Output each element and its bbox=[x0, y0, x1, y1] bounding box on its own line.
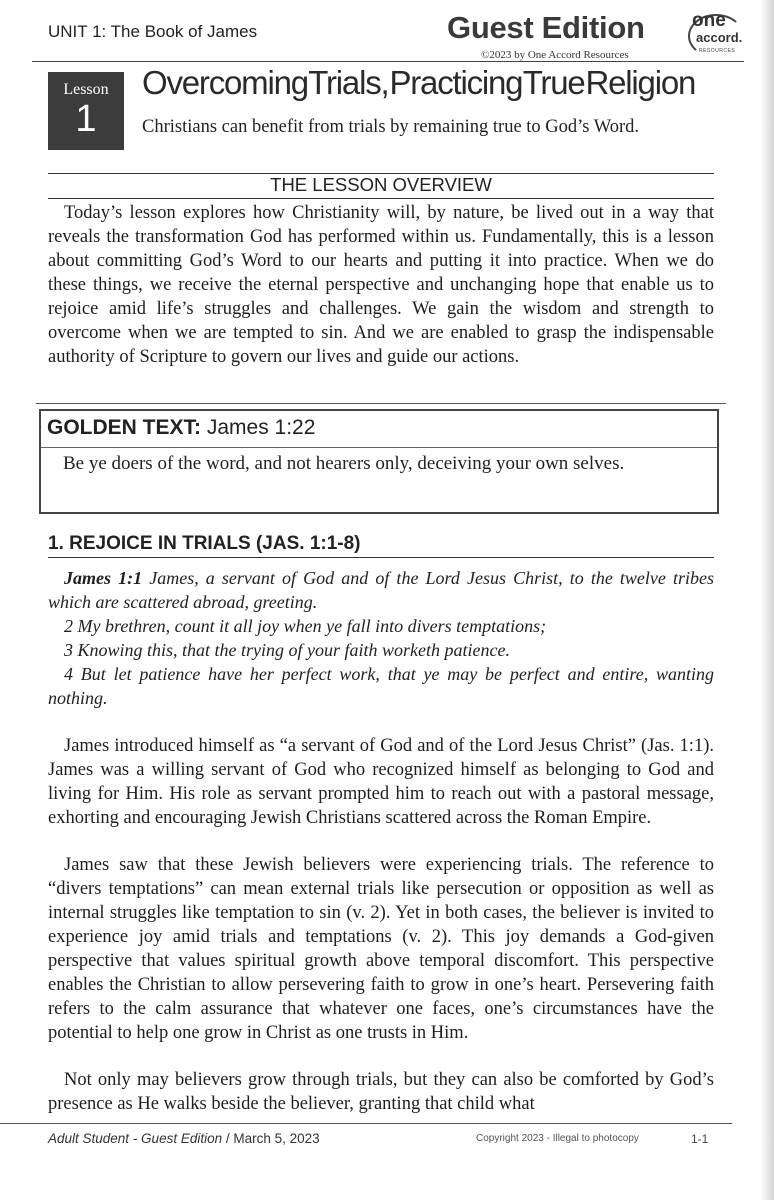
body-paragraph-1: James introduced himself as “a servant of God and of the Lord Jesus Christ” (Jas. 1:1). James was a willing servant of God who recognized himself as belonging to God and living for Him. His role as servant prompted him to reach out with a pastoral message, exhorting and encouraging Jewish Christians scattered across the Roman Empire. bbox=[48, 736, 714, 828]
logo-word-one: one bbox=[692, 10, 726, 31]
page-edge-shadow bbox=[760, 0, 774, 1200]
scripture-verse-3: 3 Knowing this, that the trying of your faith worketh patience. bbox=[64, 640, 510, 660]
scripture-verse-2: 2 My brethren, count it all joy when ye fall into divers temptations; bbox=[64, 616, 547, 636]
footer-rule bbox=[0, 1123, 732, 1124]
lesson-number: 1 bbox=[75, 98, 97, 140]
footer-date: / March 5, 2023 bbox=[225, 1131, 320, 1146]
body-paragraph-3: Not only may believers grow through trials, but they can also be comforted by God’s presence as He walks beside the believer, granting that child what bbox=[48, 1070, 714, 1114]
scripture-verse-4: 4 But let patience have her perfect work, that ye may be perfect and entire, wanting nothing. bbox=[48, 664, 714, 708]
section-heading: 1. REJOICE IN TRIALS (JAS. 1:1-8) bbox=[48, 533, 361, 554]
footer-edition: Adult Student - Guest Edition bbox=[48, 1131, 223, 1146]
overview-text: Today’s lesson explores how Christianity will, by nature, be lived out in a way that reveals the transformation God has performed within us. Fundamentally, this is a lesson about committing God’s Word to our hearts and putting it into practice. When we do these things, we receive the eternal perspective and unchanging hope that enable us to rejoice amid life’s struggles and challenges. We gain the wisdom and strength to overcome when we are tempted to sin. And we are enabled to grasp the indispensable authority of Scripture to govern our lives and guide our actions. bbox=[48, 203, 714, 367]
logo-word-resources: RESOURCES bbox=[699, 48, 736, 54]
section-rule bbox=[48, 557, 714, 558]
scripture-verse-1 bbox=[48, 566, 714, 614]
header-rule bbox=[32, 61, 744, 62]
overview-heading: THE LESSON OVERVIEW bbox=[270, 174, 492, 195]
unit-label: UNIT 1: The Book of James bbox=[48, 22, 258, 41]
copyright-line: ©2023 by One Accord Resources bbox=[481, 49, 629, 61]
lesson-title: Overcoming Trials, Practicing True Religion bbox=[142, 64, 696, 101]
lesson-subtitle: Christians can benefit from trials by remaining true to God’s Word. bbox=[142, 117, 640, 137]
lesson-label: Lesson bbox=[63, 81, 109, 98]
golden-text-label: GOLDEN TEXT: bbox=[47, 416, 202, 439]
logo-word-accord: accord. bbox=[696, 30, 743, 45]
scripture-passage bbox=[48, 566, 714, 710]
golden-text-reference: James 1:22 bbox=[206, 416, 316, 439]
golden-text-divider bbox=[41, 447, 717, 448]
footer-copyright: Copyright 2023 - Illegal to photocopy bbox=[476, 1133, 639, 1144]
edition-title: Guest Edition bbox=[447, 10, 645, 45]
scripture-verse-1-ref: James 1:1 bbox=[64, 568, 143, 588]
golden-text-verse: Be ye doers of the word, and not hearers only, deceiving your own selves. bbox=[63, 453, 625, 474]
body-paragraph-2: James saw that these Jewish believers were experiencing trials. The reference to “divers temptations” can mean external trials like persecution or opposition as well as internal struggles like temptation to sin (v. 2). Yet in both cases, the believer is invited to experience joy amid trials and temptations (v. 2). This joy demands a God-given perspective that values spiritual growth above temporal discomfort. This perspective enables the Christian to allow persevering faith to grow in one’s heart. Persevering faith refers to the calm assurance that whatever one faces, one’s circumstances have the potential to help one grow in Christ as one trusts in Him. bbox=[48, 855, 714, 1043]
scripture-verse-1-text: James, a servant of God and of the Lord Jesus Christ, to the twelve tribes which are scattered abroad, greeting. bbox=[48, 568, 714, 612]
overview-rule-bottom bbox=[48, 198, 714, 199]
one-accord-logo bbox=[690, 12, 746, 62]
page-number: 1-1 bbox=[691, 1132, 709, 1146]
golden-text-heading bbox=[47, 416, 315, 440]
footer-publication bbox=[48, 1131, 320, 1146]
golden-text-rule bbox=[36, 403, 726, 404]
lesson-badge bbox=[48, 72, 124, 150]
golden-text-box bbox=[39, 409, 719, 514]
